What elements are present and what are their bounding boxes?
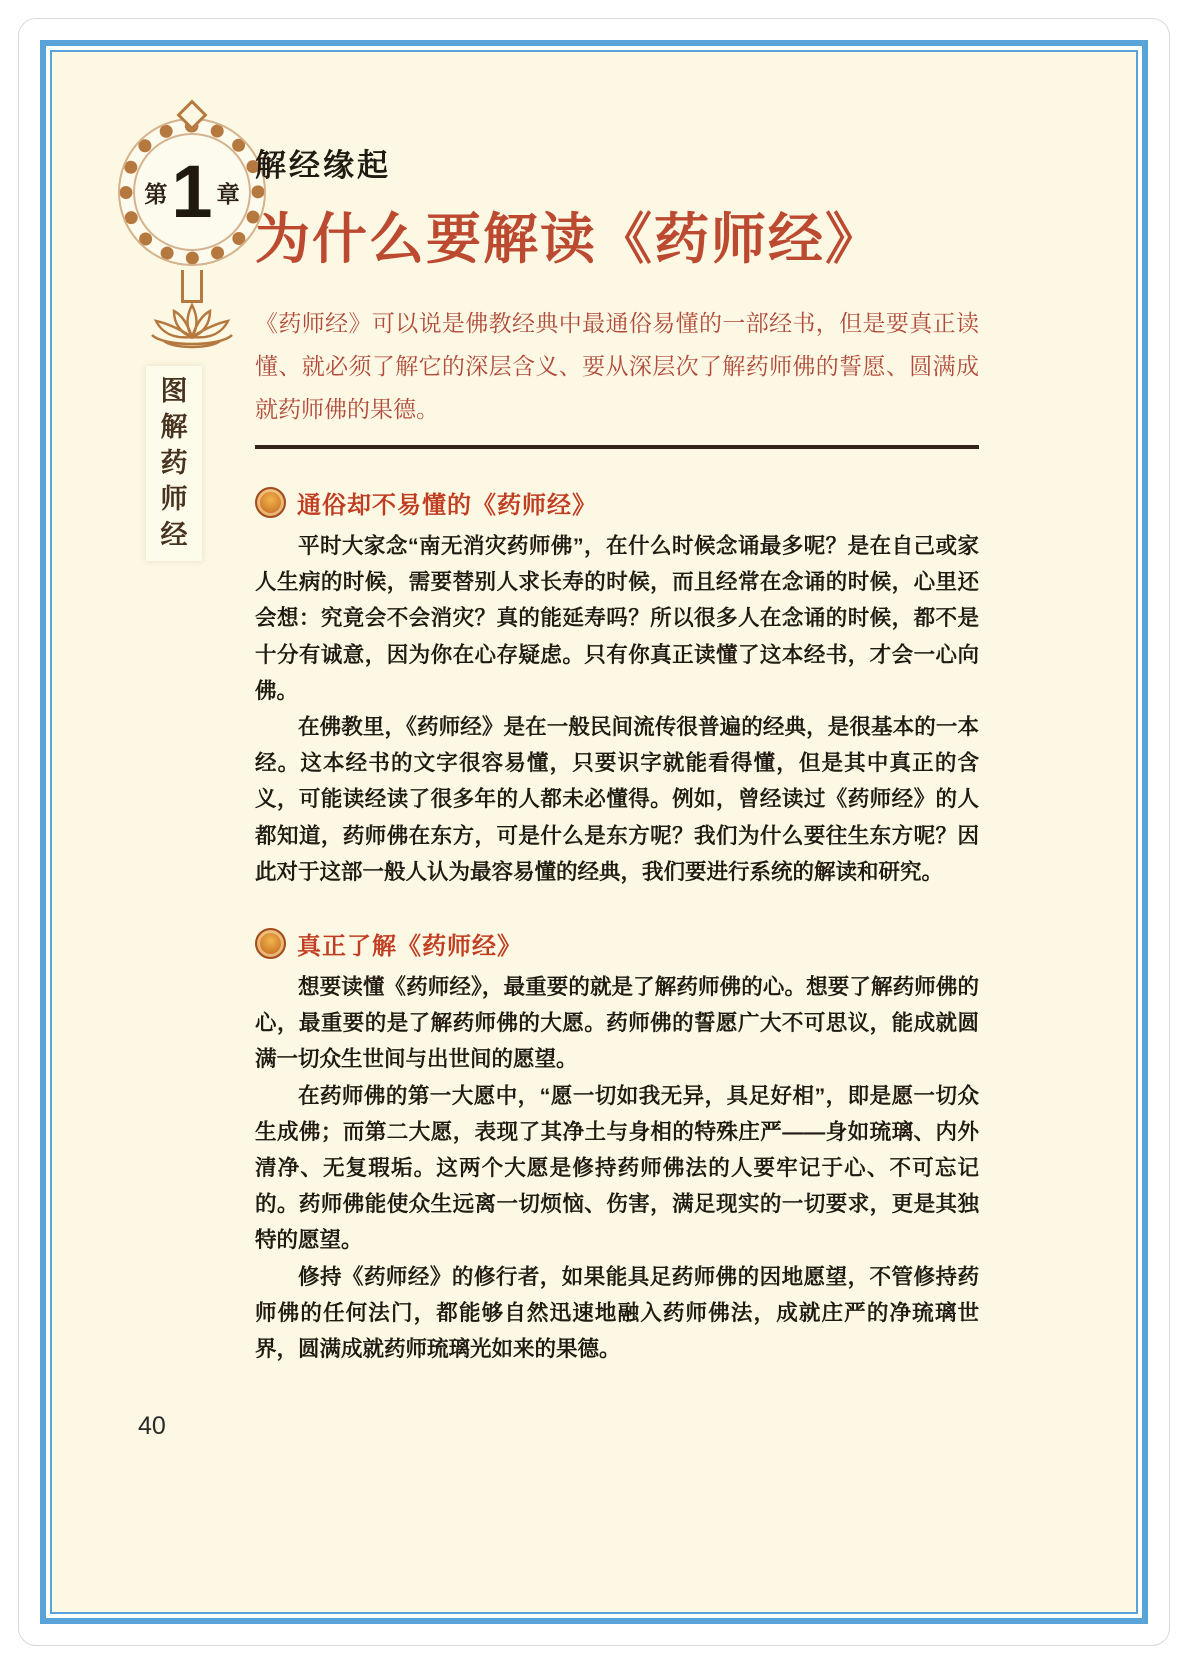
section-body [255,528,979,890]
chapter-ornament [118,104,266,353]
paragraph: 平时大家念“南无消灾药师佛”，在什么时候念诵最多呢？是在自己或家人生病的时候，需要替别人求长寿的时候，而且经常在念诵的时候，心里还会想：究竟会不会消灾？真的能延寿吗？所以很多人在念诵的时候，都不是十分有诚意，因为你在心存疑虑。只有你真正读懂了这本经书，才会一心向佛。 [255,534,979,703]
sidebar-book-title [146,366,202,561]
intro-paragraph: 《药师经》可以说是佛教经典中最通俗易懂的一部经书，但是要真正读懂、就必须了解它的深层含义、要从深层次了解药师佛的誓愿、圆满成就药师佛的果德。 [255,311,979,422]
section-heading-row [255,926,979,961]
chapter-prefix: 第 [144,180,168,207]
main-content [255,140,979,1367]
sidebar-char: 图 [160,376,188,406]
section-heading: 通俗却不易懂的《药师经》 [297,492,597,519]
paragraph: 在佛教里，《药师经》是在一般民间流传很普遍的经典，是很基本的一本经。这本经书的文字很容易懂，只要识字就能看得懂，但是其中真正的含义，可能读经读了很多年的人都未必懂得。例如，曾经读过《药师经》的人都知道，药师佛在东方，可是什么是东方呢？我们为什么要往生东方呢？因此对于这部一般人认为最容易懂的经典，我们要进行系统的解读和研究。 [255,715,979,884]
sidebar-char: 药 [160,448,188,478]
section-bullet-icon [255,487,286,518]
paragraph: 想要读懂《药师经》，最重要的就是了解药师佛的心。想要了解药师佛的心，最重要的是了解药师佛的大愿。药师佛的誓愿广大不可思议，能成就圆满一切众生世间与出世间的愿望。 [255,975,979,1072]
page-number: 40 [138,1412,166,1440]
ornament-stem [181,270,203,303]
chapter-medallion [120,120,264,264]
section-popular-but-hard [255,485,979,890]
sidebar-char: 师 [160,484,188,514]
sidebar-char: 经 [160,520,188,550]
paragraph: 修持《药师经》的修行者，如果能具足药师佛的因地愿望，不管修持药师佛的任何法门，都能够自然迅速地融入药师佛法，成就庄严的净琉璃世界，圆满成就药师琉璃光如来的果德。 [255,1264,979,1362]
lotus-icon [144,301,240,353]
section-heading: 真正了解《药师经》 [297,933,522,961]
section-bullet-icon [255,928,286,959]
paragraph: 在药师佛的第一大愿中，“愿一切如我无异，具足好相”，即是愿一切众生成佛；而第二大愿，表现了其净土与身相的特殊庄严——身如琉璃、内外清净、无复瑕垢。这两个大愿是修持药师佛法的人要牢记于心、不可忘记的。药师佛能使众生远离一切烦恼、伤害，满足现实的一切要求，更是其独特的愿望。 [255,1083,979,1253]
section-heading-row [255,485,979,520]
section-truly-understand [255,926,979,1367]
page-title: 为什么要解读《药师经》 [255,208,883,270]
sidebar-char: 解 [160,412,188,442]
divider-rule [255,445,979,449]
section-body [255,969,979,1367]
section-kicker: 解经缘起 [255,148,391,183]
chapter-suffix: 章 [216,180,240,207]
chapter-number: 1 [171,150,213,233]
